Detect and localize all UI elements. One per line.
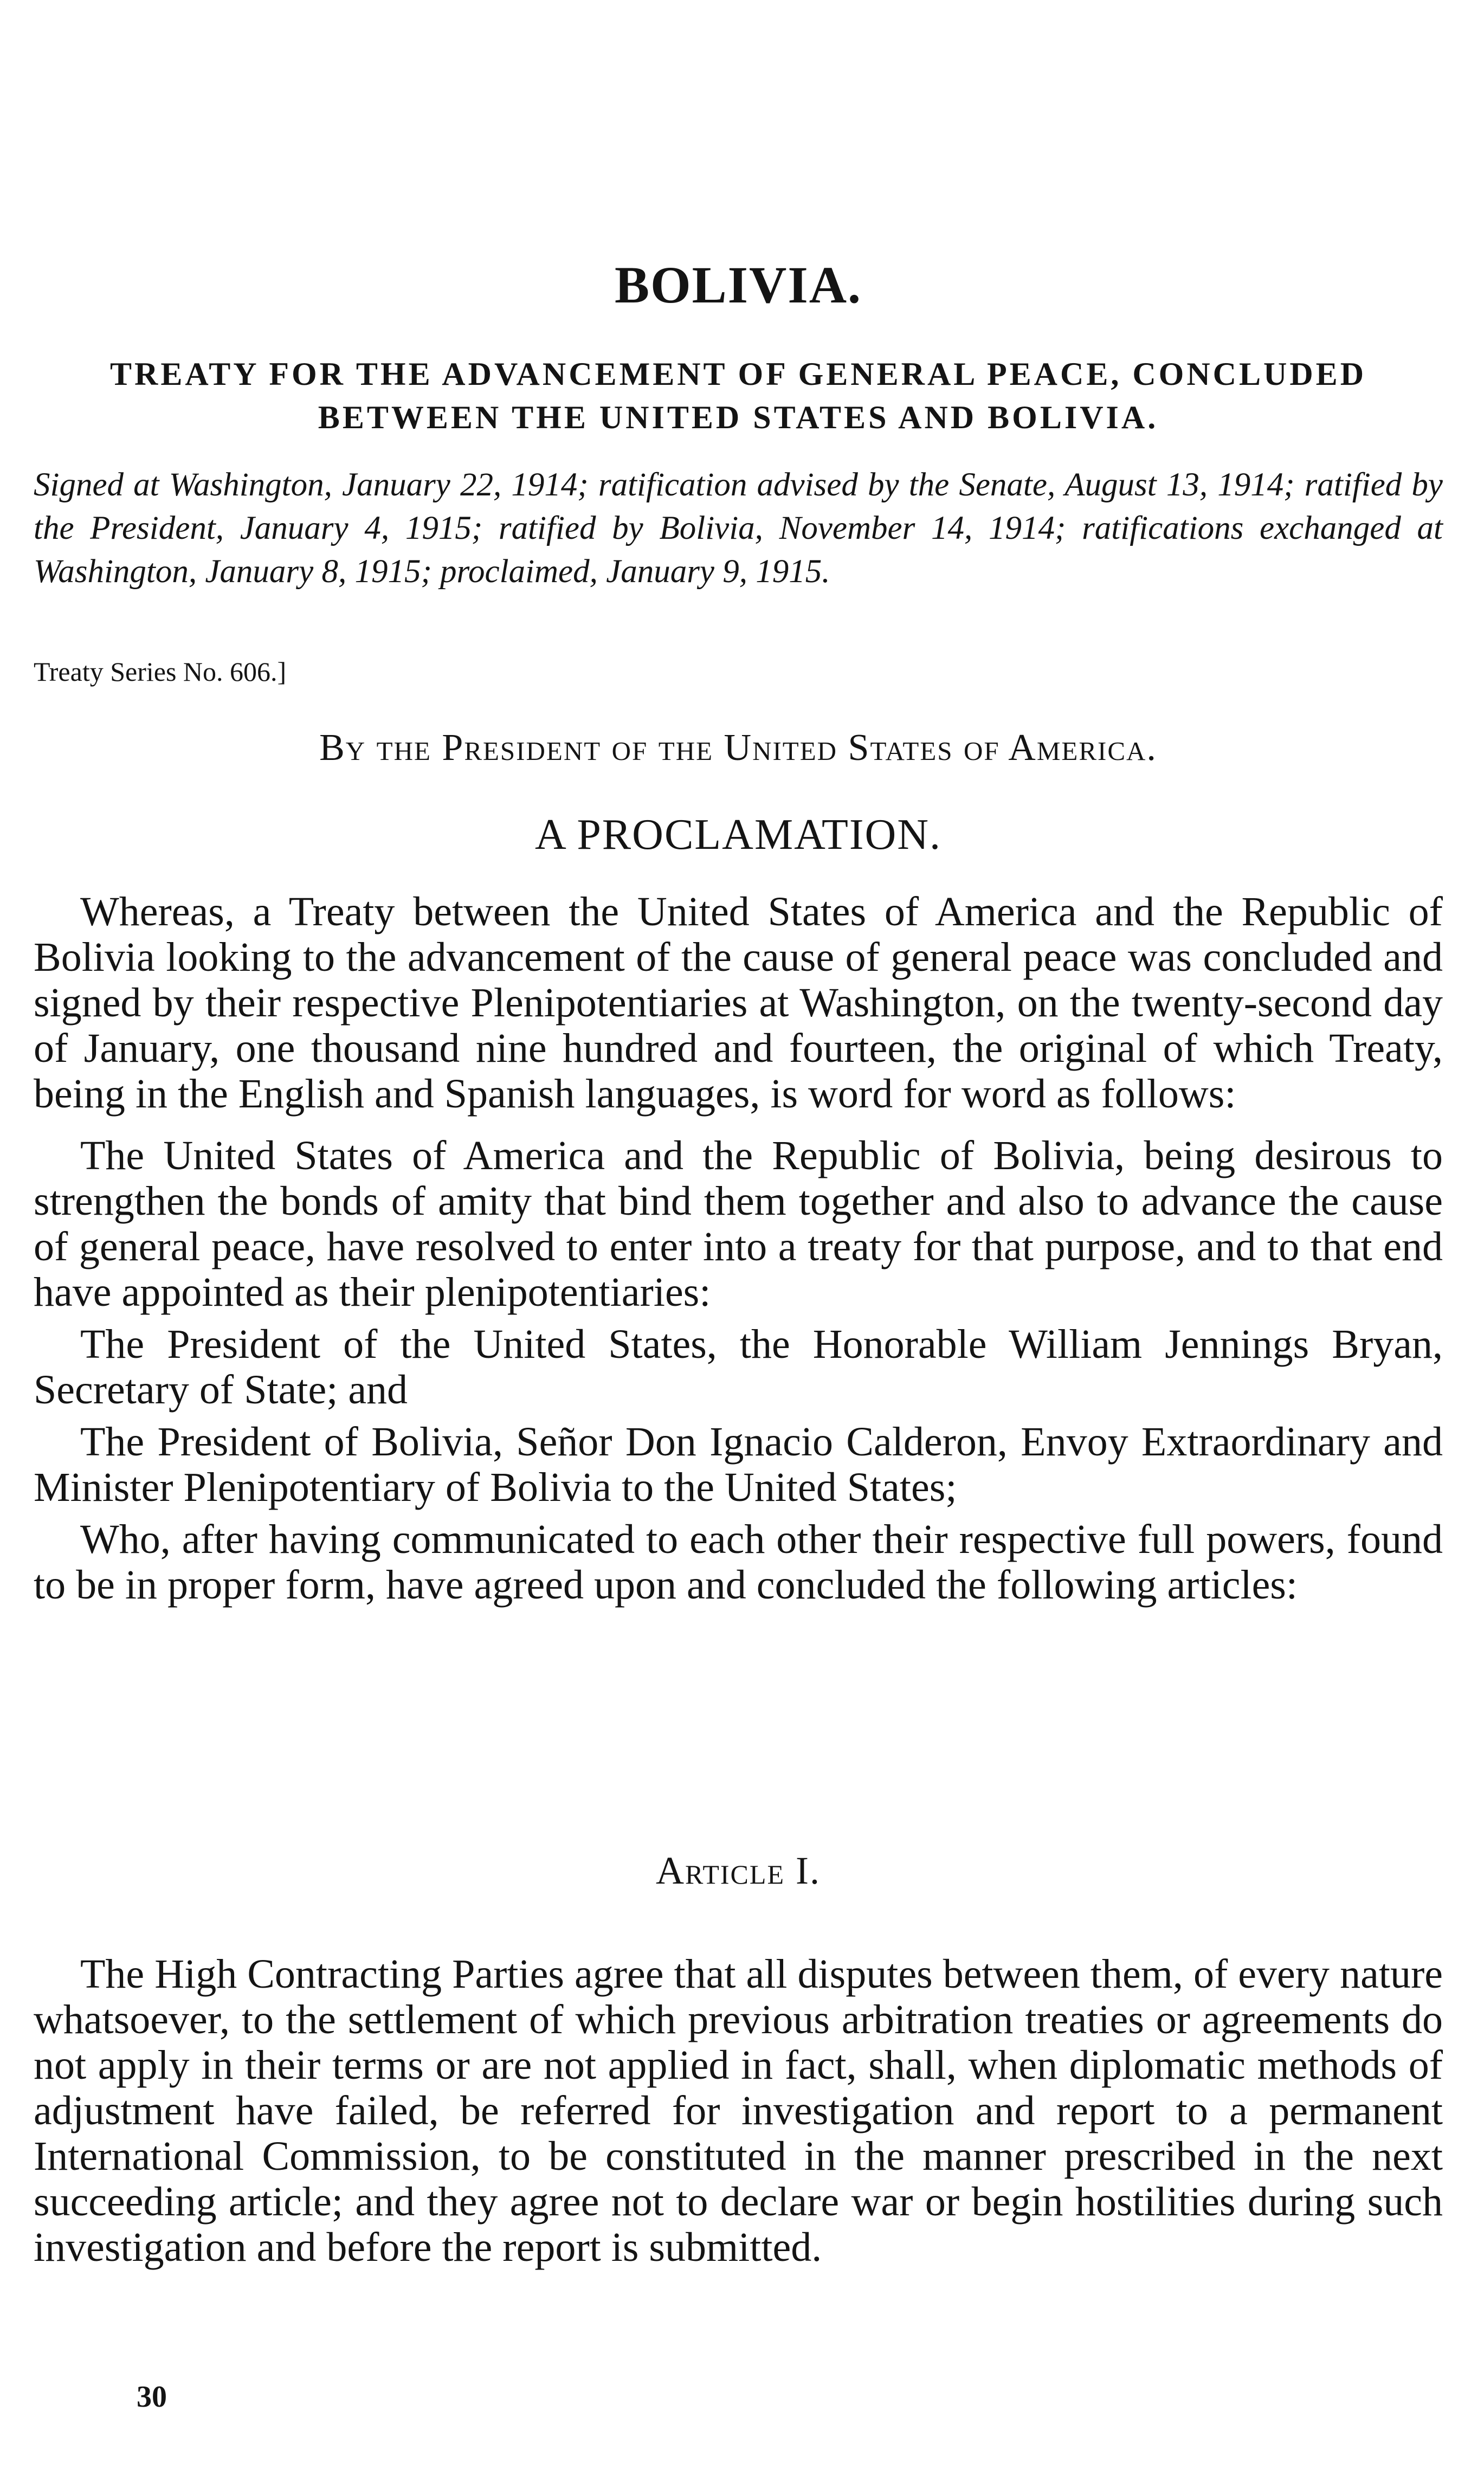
paragraph-preamble: The United States of America and the Republic of Bolivia, being desirous to strengthen the bonds of amity that bind them together and also to advance the cause of general peace, have resolved to enter into a treaty for that purpose, and to that end have appointed as their plenipotentiaries: [34, 1133, 1443, 1315]
document-page [34, 0, 1443, 2469]
paragraph-whereas: Whereas, a Treaty between the United States of America and the Republic of Bolivia looking to the advancement of the cause of general peace was concluded and signed by their respective Plenipotentiaries at Washington, on the twenty-second day of January, one thousand nine hundred and fourteen, the original of which Treaty, being in the English and Spanish languages, is word for word as follows: [34, 889, 1443, 1117]
article-text: The High Contracting Parties agree that all disputes between them, of every nature whatsoever, to the settlement of which previous arbitration treaties or agreements do not apply in their terms or are not applied in fact, shall, when diplomatic methods of adjustment have failed, be referred for investigation and report to a permanent International Commission, to be constituted in the manner prescribed in the next succeeding article; and they agree not to declare war or begin hostilities during such investigation and before the report is submitted. [34, 1951, 1443, 2270]
article-heading: Article I. [656, 1849, 821, 1892]
paragraph-us-plenipotentiary: The President of the United States, the Honorable William Jennings Bryan, Secretary of State; and [34, 1321, 1443, 1413]
treaty-series: Treaty Series No. 606.] [34, 656, 287, 687]
page-number: 30 [137, 2380, 167, 2414]
article-body [34, 1951, 1443, 2270]
paragraph-bolivia-plenipotentiary: The President of Bolivia, Señor Don Ignacio Calderon, Envoy Extraordinary and Minister Plenipotentiary of Bolivia to the United States; [34, 1419, 1443, 1510]
proclamation-heading: A PROCLAMATION. [534, 811, 942, 859]
proclamation-body [34, 889, 1443, 1614]
treaty-dates: Signed at Washington, January 22, 1914; ratification advised by the Senate, August 13, 1914; ratified by the President, January 4, 1915; ratified by Bolivia, November 14, 1914; ratifications exchanged at Washington, January 8, 1915; proclaimed, January 9, 1915. [34, 467, 1443, 590]
by-president-line: By the President of the United States of America. [319, 727, 1157, 769]
paragraph-agreement: Who, after having communicated to each other their respective full powers, found to be in proper form, have agreed upon and concluded the following articles: [34, 1517, 1443, 1608]
treaty-subtitle: TREATY FOR THE ADVANCEMENT OF GENERAL PEACE, CONCLUDED BETWEEN THE UNITED STATES AND BOLIVIA. [109, 356, 1367, 435]
document-title: BOLIVIA. [614, 256, 862, 314]
